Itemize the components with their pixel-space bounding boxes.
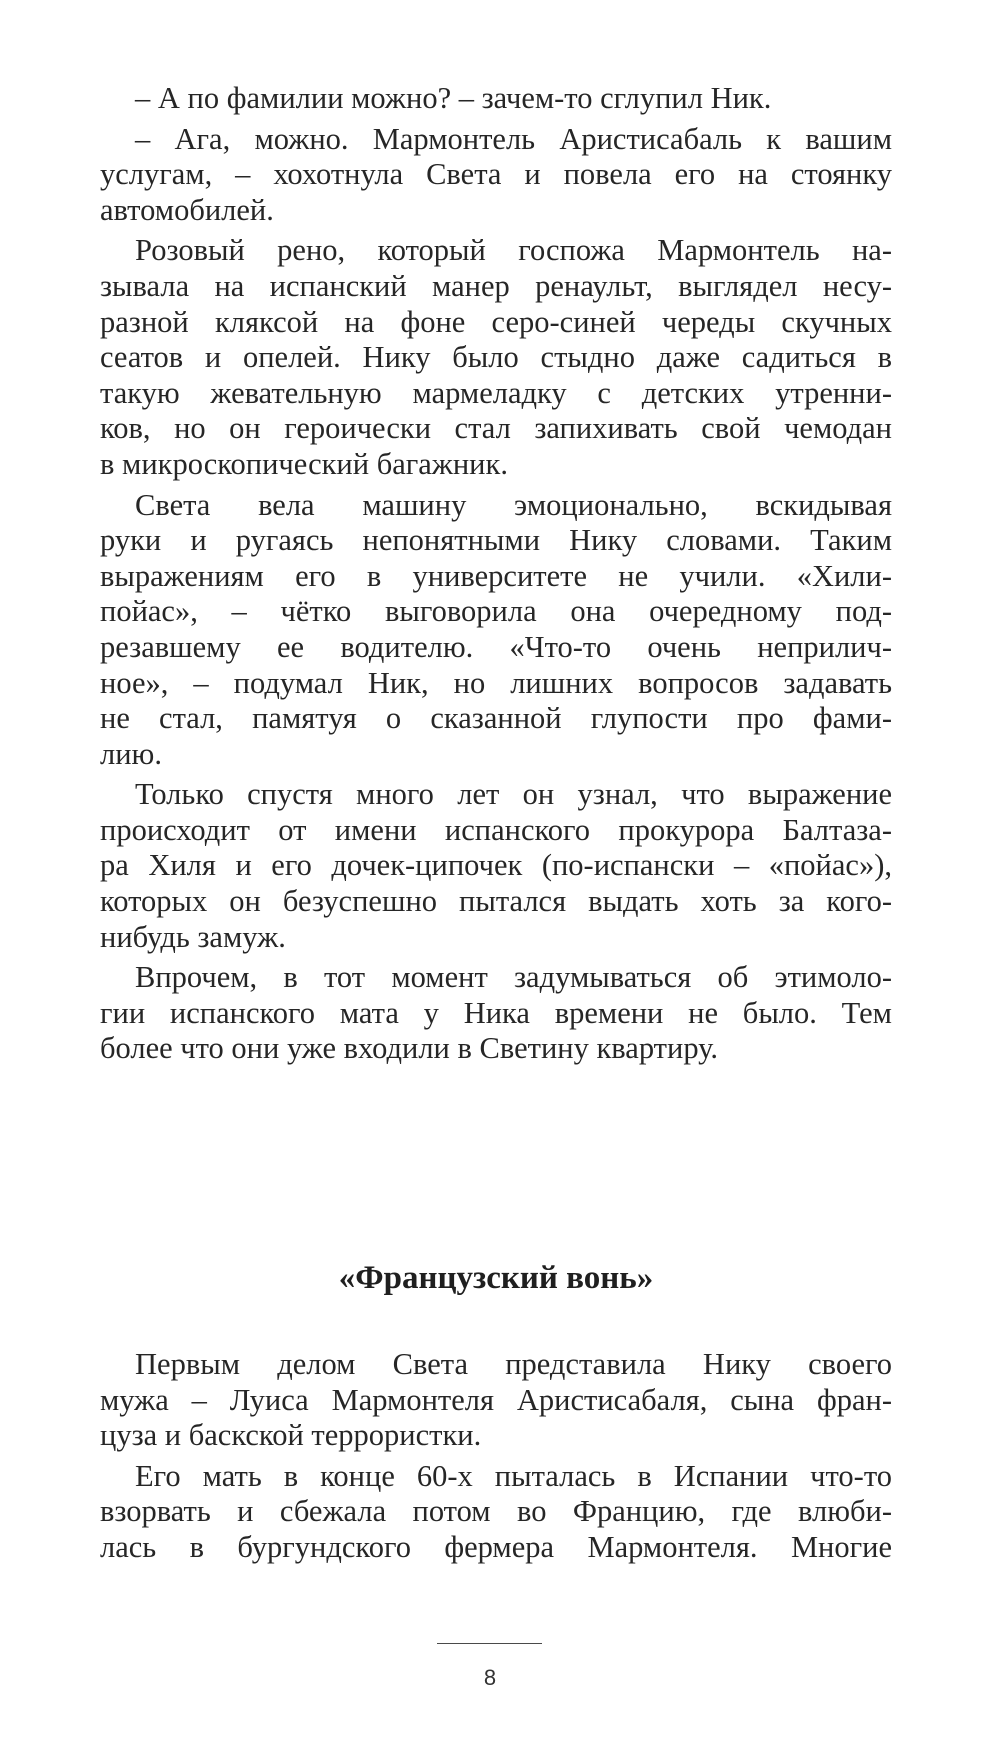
text-line: Его мать в конце 60-х пыталась в Испании что-то — [135, 1458, 892, 1493]
text-line: Света вела машину эмоционально, вскидывая — [135, 487, 892, 522]
text-line: услугам, – хохотнула Света и повела его на стоянку — [100, 157, 892, 192]
section-heading: «Французский вонь» — [338, 1260, 654, 1296]
text-line: руки и ругаясь непонятными Нику словами. Таким — [100, 523, 892, 558]
text-line: зывала на испанский манер ренаульт, выглядел несу- — [100, 268, 892, 303]
text-line: ное», – подумал Ник, но лишних вопросов задавать — [100, 665, 892, 700]
paragraph — [100, 122, 892, 229]
text-line: – А по фамилии можно? – зачем-то сглупил Ник. — [135, 81, 772, 115]
text-line: лию. — [100, 736, 162, 771]
text-line: Первым делом Света представила Нику своего — [135, 1347, 892, 1381]
text-line: такую жевательную мармеладку с детских утренни- — [100, 375, 892, 410]
paragraph — [100, 777, 892, 955]
paragraph — [100, 488, 892, 773]
paragraph — [100, 1347, 892, 1454]
text-line: Только спустя много лет он узнал, что выражение — [135, 777, 892, 812]
text-line: взорвать и сбежала потом во Францию, где влюби- — [100, 1494, 892, 1529]
text-line: Впрочем, в тот момент задумываться об этимоло- — [135, 960, 892, 995]
text-line: в микроскопический багажник. — [100, 446, 508, 481]
text-line: сеатов и опелей. Нику было стыдно даже садиться в — [100, 340, 892, 375]
text-block-bottom — [100, 1347, 892, 1566]
text-line: происходит от имени испанского прокурора Балтаза- — [100, 812, 892, 847]
text-line: гии испанского мата у Ника времени не было. Тем — [100, 995, 892, 1030]
text-line: более что они уже входили в Светину квартиру. — [100, 1031, 718, 1066]
text-line: мужа – Луиса Мармонтеля Аристисабаля, сына фран- — [100, 1382, 892, 1417]
text-line: не стал, памятуя о сказанной глупости про фами- — [100, 701, 892, 736]
text-line: Розовый рено, который госпожа Мармонтель на- — [135, 233, 892, 268]
text-line: которых он безуспешно пытался выдать хоть за кого- — [100, 884, 892, 919]
paragraph — [100, 960, 892, 1067]
text-line: – Ага, можно. Мармонтель Аристисабаль к вашим — [135, 121, 892, 156]
text-line: резавшему ее водителю. «Что-то очень неприлич- — [100, 629, 892, 664]
paragraph — [100, 81, 892, 117]
paragraph — [100, 1459, 892, 1566]
page-number: 8 — [483, 1665, 497, 1690]
paragraph — [100, 233, 892, 482]
text-line: ков, но он героически стал запихивать свой чемодан — [100, 411, 892, 446]
text-line: цуза и баскской террористки. — [100, 1418, 482, 1453]
text-line: автомобилей. — [100, 192, 274, 227]
text-line: лась в бургундского фермера Мармонтеля. Многие — [100, 1529, 892, 1564]
text-line: разной кляксой на фоне серо-синей череды скучных — [100, 304, 892, 339]
text-block-top — [100, 81, 892, 1067]
text-line: выражениям его в университете не учили. «Хили- — [100, 558, 892, 593]
footer-rule — [437, 1643, 542, 1644]
text-line: нибудь замуж. — [100, 919, 286, 954]
text-line: ра Хиля и его дочек-ципочек (по-испански – «пойас»), — [100, 848, 892, 883]
text-line: пойас», – чётко выговорила она очередному под- — [100, 594, 892, 629]
